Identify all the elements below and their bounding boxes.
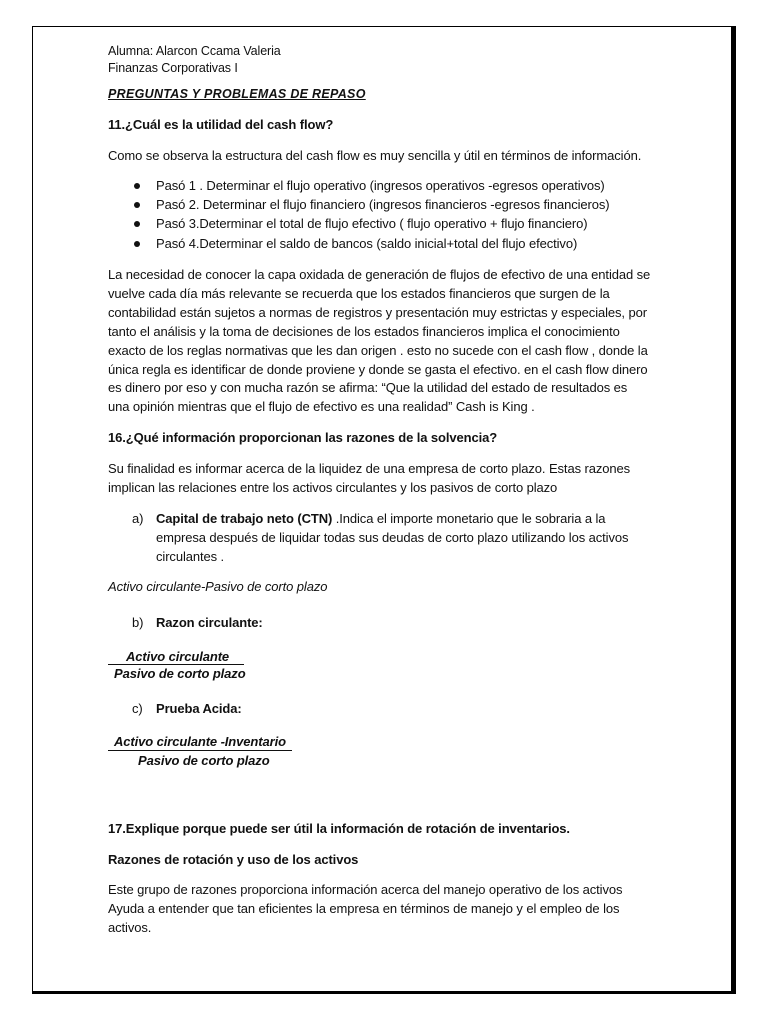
fraction-c-numerator: Activo circulante -Inventario	[114, 734, 286, 749]
question-16-heading: 16.¿Qué información proporcionan las razones de la solvencia?	[108, 430, 498, 445]
bullet-icon	[134, 241, 140, 247]
ctn-term: Capital de trabajo neto (CTN)	[156, 511, 333, 526]
paragraph-line: vuelve cada día más relevante se recuerda que los estados financieros que surgen de la	[108, 286, 610, 301]
paragraph-line: única regla es identificar de donde proviene y donde se gasta el efectivo. en el cash flow dinero	[108, 362, 648, 377]
paragraph-line: tanto el análisis y la toma de decisiones de los estados financieros implica el conocimiento	[108, 324, 620, 339]
paragraph-line: una opinión mientras que el flujo de efectivo es una realidad” Cash is King .	[108, 399, 535, 414]
list-item-a-line: circulantes .	[156, 549, 225, 564]
formula-ctn: Activo circulante-Pasivo de corto plazo	[108, 579, 328, 594]
fraction-b-numerator: Activo circulante	[126, 649, 230, 664]
paragraph-line: implican las relaciones entre los activos circulantes y los pasivos de corto plazo	[108, 480, 558, 495]
paragraph-line: es dinero por eso y con mucha razón se afirma: “Que la utilidad del estado de resultados es	[108, 380, 628, 395]
question-17-heading: 17.Explique porque puede ser útil la información de rotación de inventarios.	[108, 821, 570, 836]
bullet-icon	[134, 202, 140, 208]
paragraph-line: Este grupo de razones proporciona información acerca del manejo operativo de los activos	[108, 882, 623, 897]
ctn-definition: .Indica el importe monetario que le sobraria a la	[332, 511, 606, 526]
question-11-intro: Como se observa la estructura del cash flow es muy sencilla y útil en términos de información.	[108, 148, 642, 163]
page-border-shadow-right	[732, 26, 736, 994]
bullet-icon	[134, 183, 140, 189]
list-item-a-line: empresa después de liquidar todas sus deudas de corto plazo utilizando los activos	[156, 530, 629, 545]
paragraph-line: exacto de los reglas normativas que les dan origen . esto no sucede con el cash flow , donde la	[108, 343, 648, 358]
page-border-shadow-bottom	[32, 991, 736, 994]
bullet-icon	[134, 221, 140, 227]
list-item-c: Prueba Acida:	[156, 701, 242, 716]
list-item-a	[156, 509, 605, 528]
step-1: Pasó 1 . Determinar el flujo operativo (ingresos operativos -egresos operativos)	[156, 178, 605, 193]
list-marker-c: c)	[132, 701, 143, 716]
list-item-b: Razon circulante:	[156, 615, 263, 630]
step-3: Pasó 3.Determinar el total de flujo efectivo ( flujo operativo + flujo financiero)	[156, 216, 588, 231]
paragraph-line: Ayuda a entender que tan eficientes la empresa en términos de manejo y el empleo de los	[108, 901, 620, 916]
fraction-c-denominator: Pasivo de corto plazo	[138, 753, 270, 768]
step-4: Pasó 4.Determinar el saldo de bancos (saldo inicial+total del flujo efectivo)	[156, 236, 578, 251]
paragraph-line: Su finalidad es informar acerca de la liquidez de una empresa de corto plazo. Estas razones	[108, 461, 631, 476]
list-marker-a: a)	[132, 511, 144, 526]
paragraph-line: activos.	[108, 920, 152, 935]
list-marker-b: b)	[132, 615, 144, 630]
question-11-heading: 11.¿Cuál es la utilidad del cash flow?	[108, 117, 334, 132]
fraction-b-denominator: Pasivo de corto plazo	[114, 666, 246, 681]
question-17-subheading: Razones de rotación y uso de los activos	[108, 852, 359, 867]
paragraph-line: La necesidad de conocer la capa oxidada de generación de flujos de efectivo de una entidad se	[108, 267, 651, 282]
course-name: Finanzas Corporativas I	[108, 61, 238, 75]
paragraph-line: contabilidad están sujetos a normas de registros y presentación muy estrictas y especiales, por	[108, 305, 647, 320]
page-title: PREGUNTAS Y PROBLEMAS DE REPASO	[108, 87, 366, 101]
step-2: Pasó 2. Determinar el flujo financiero (ingresos financieros -egresos financieros)	[156, 197, 610, 212]
student-name: Alumna: Alarcon Ccama Valeria	[108, 44, 281, 58]
